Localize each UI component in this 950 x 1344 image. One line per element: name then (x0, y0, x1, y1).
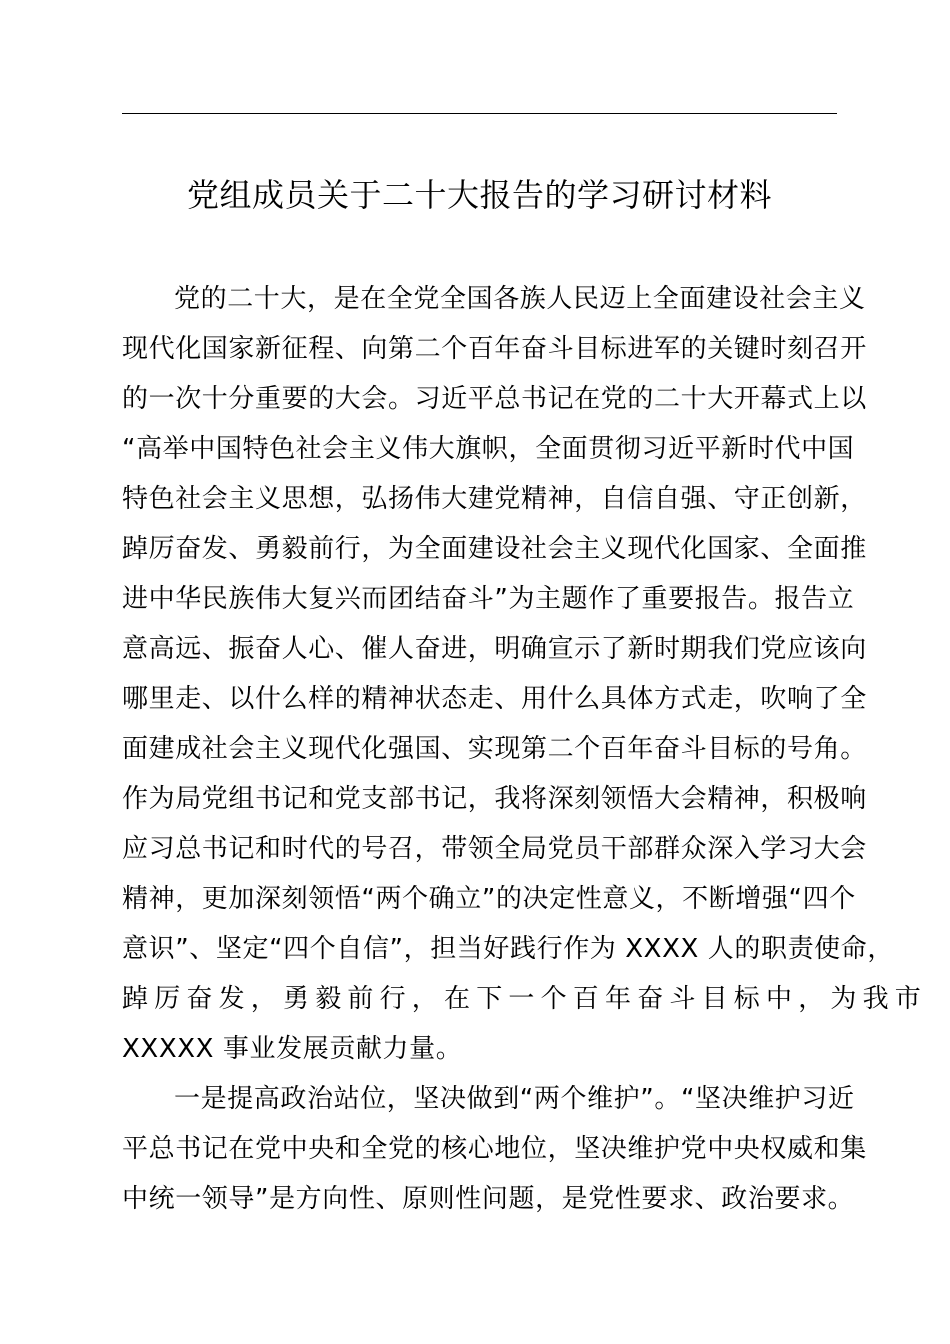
document-title: 党组成员关于二十大报告的学习研讨材料 (186, 176, 772, 214)
paragraph-line: 应习总书记和时代的号召，带领全局党员干部群众深入学习大会 (122, 834, 867, 864)
paragraph-line: 精神，更加深刻领悟“两个确立”的决定性意义，不断增强“四个 (122, 884, 856, 914)
paragraph-line: 现代化国家新征程、向第二个百年奋斗目标进军的关键时刻召开 (122, 334, 867, 364)
paragraph-line: 一是提高政治站位，坚决做到“两个维护”。“坚决维护习近 (174, 1084, 855, 1114)
paragraph-line: XXXXX 事业发展贡献力量。 (122, 1034, 463, 1064)
paragraph-line: 哪里走、以什么样的精神状态走、用什么具体方式走，吹响了全 (122, 684, 867, 714)
paragraph-line: 中统一领导”是方向性、原则性问题，是党性要求、政治要求。 (122, 1184, 855, 1214)
header-rule (122, 113, 837, 114)
paragraph-line: 踔厉奋发，勇毅前行，在下一个百年奋斗目标中，为我市 (122, 984, 928, 1014)
paragraph-line: 党的二十大，是在全党全国各族人民迈上全面建设社会主义 (174, 284, 866, 314)
paragraph-line: 作为局党组书记和党支部书记，我将深刻领悟大会精神，积极响 (122, 784, 867, 814)
paragraph-line: 意高远、振奋人心、催人奋进，明确宣示了新时期我们党应该向 (122, 634, 867, 664)
paragraph-line: 特色社会主义思想，弘扬伟大建党精神，自信自强、守正创新， (122, 484, 867, 514)
paragraph-line: 进中华民族伟大复兴而团结奋斗”为主题作了重要报告。报告立 (122, 584, 855, 614)
document-body (122, 274, 928, 1224)
paragraph-line: 面建成社会主义现代化强国、实现第二个百年奋斗目标的号角。 (122, 734, 867, 764)
paragraph-line: “高举中国特色社会主义伟大旗帜，全面贯彻习近平新时代中国 (122, 434, 855, 464)
paragraph-line: 踔厉奋发、勇毅前行，为全面建设社会主义现代化国家、全面推 (122, 534, 867, 564)
paragraph-line: 的一次十分重要的大会。习近平总书记在党的二十大开幕式上以 (122, 384, 867, 414)
paragraph-line: 意识”、坚定“四个自信”，担当好践行作为 XXXX 人的职责使命， (122, 934, 894, 964)
paragraph-line: 平总书记在党中央和全党的核心地位，坚决维护党中央权威和集 (122, 1134, 867, 1164)
